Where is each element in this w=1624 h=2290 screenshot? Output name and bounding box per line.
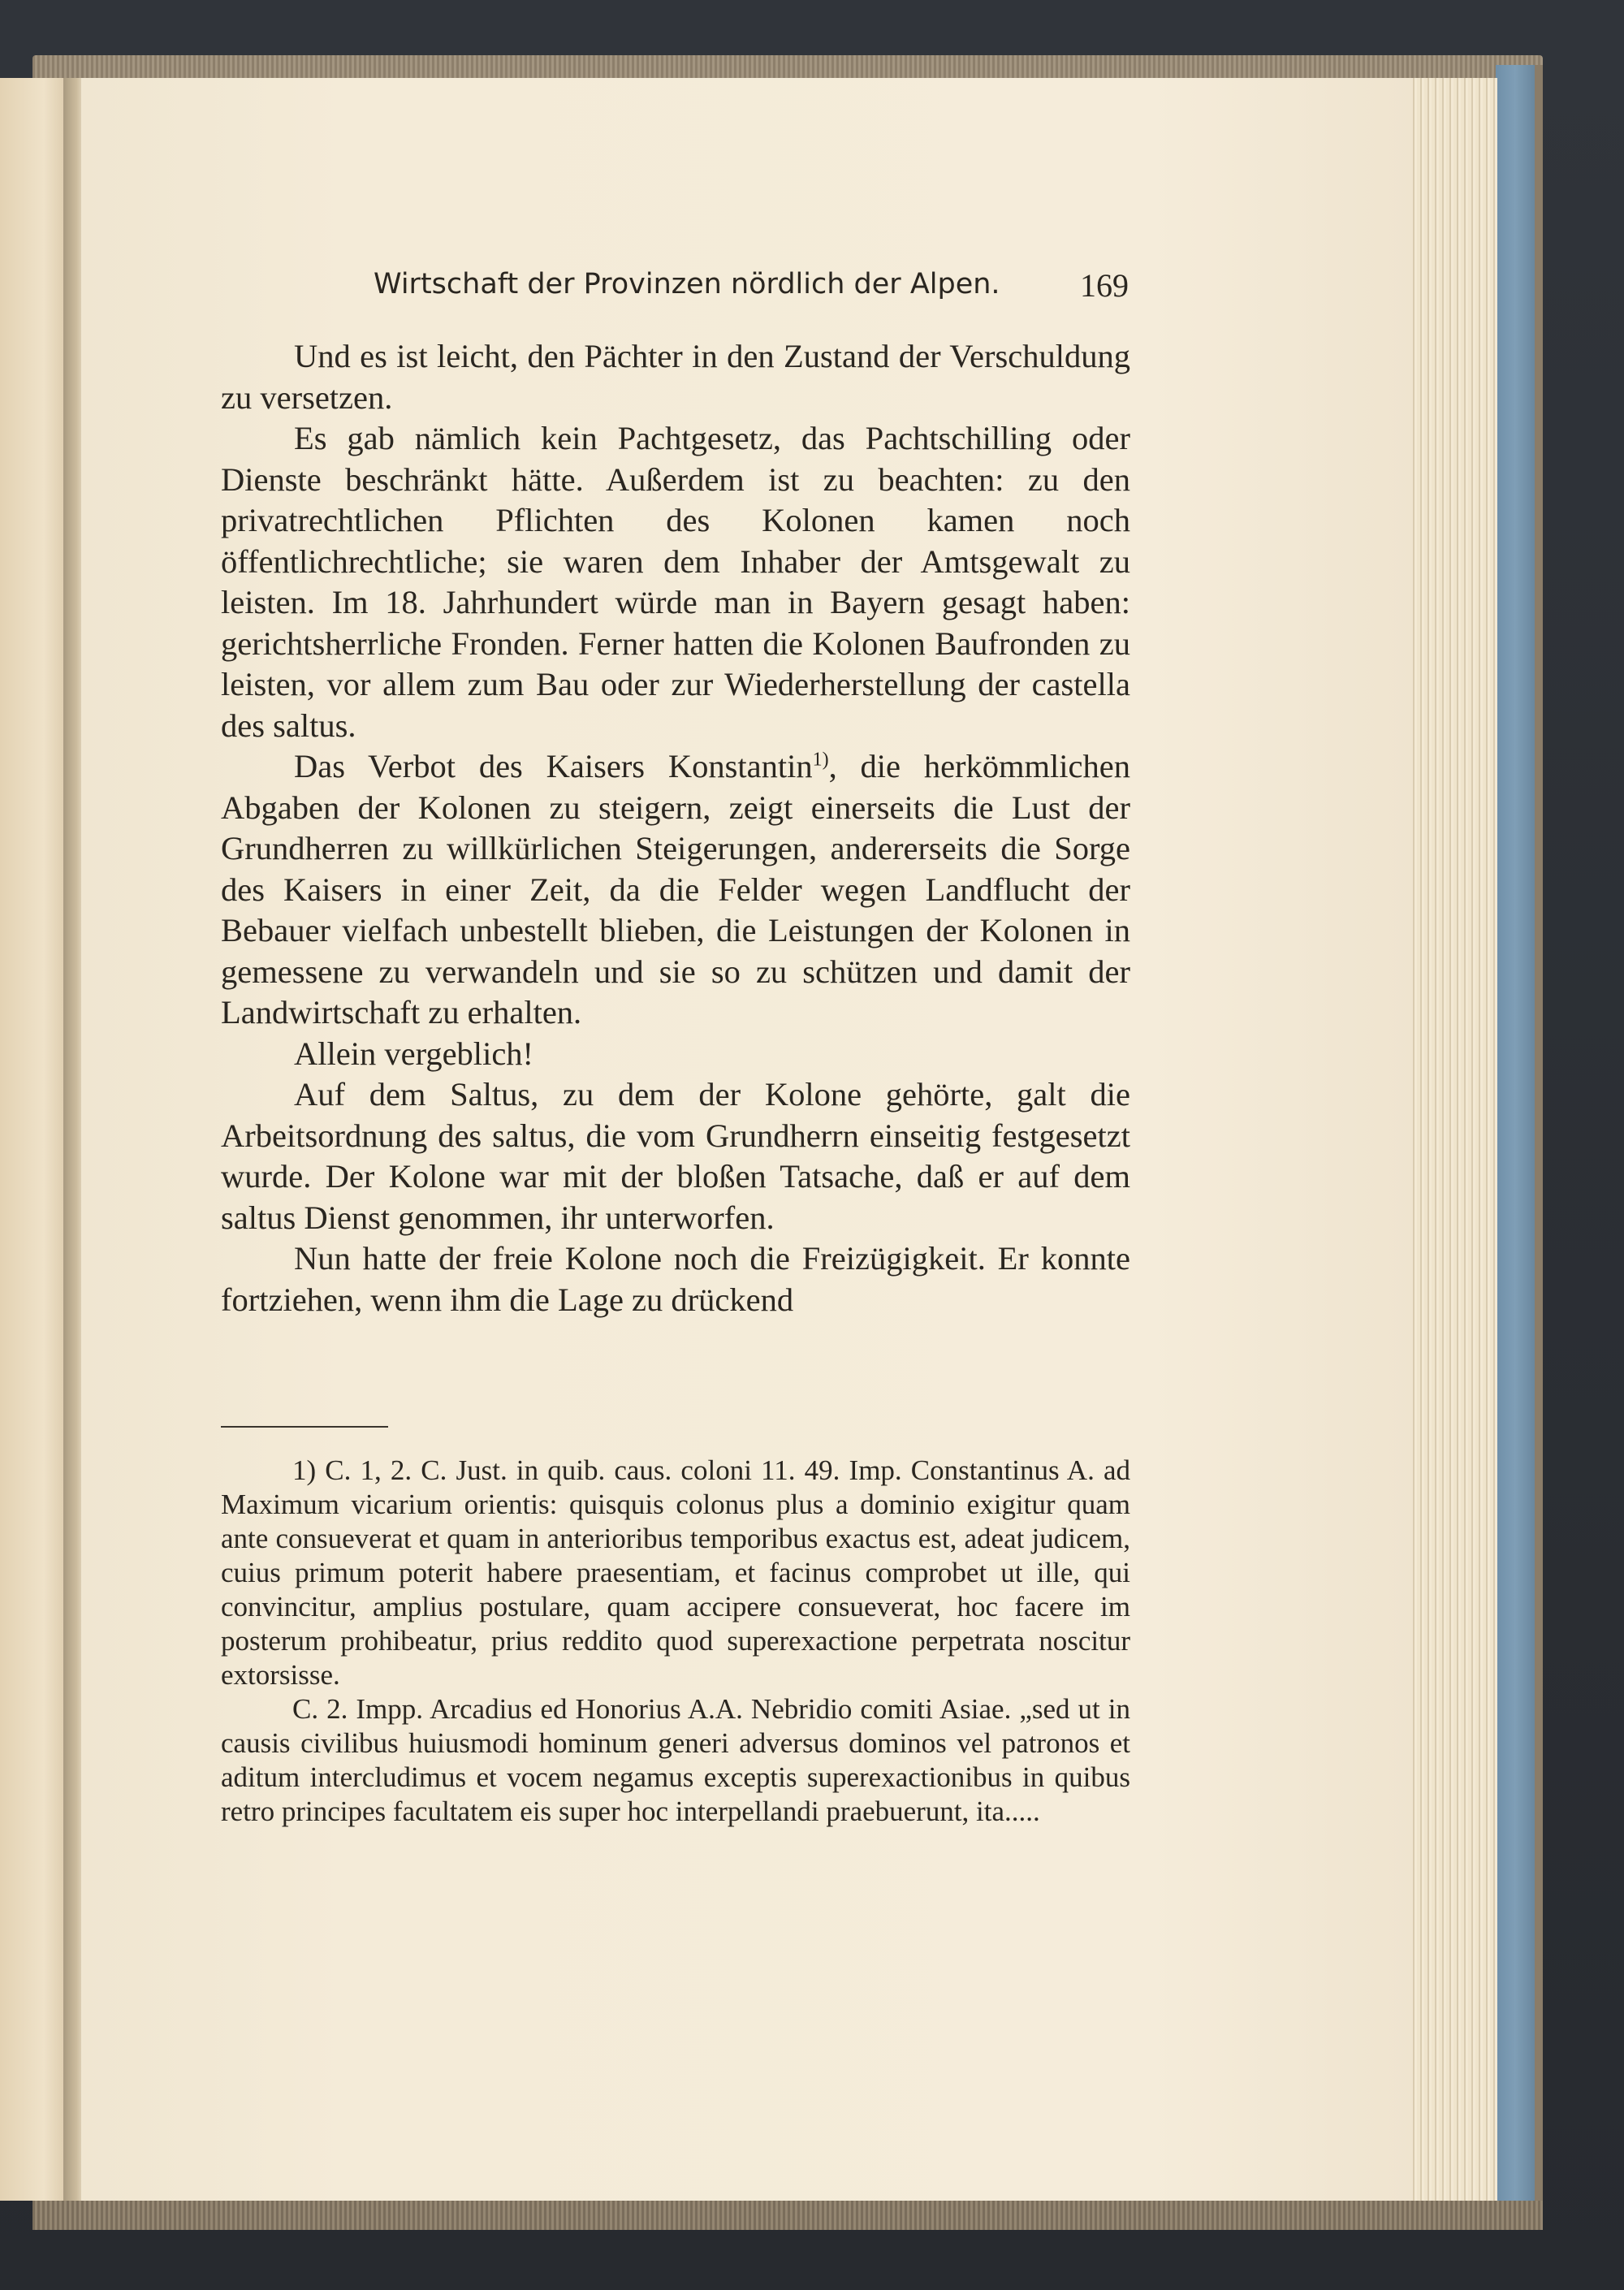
page-number: 169 (1080, 267, 1129, 304)
facing-page-strip (0, 78, 73, 2201)
book-cover-top-edge (32, 55, 1543, 80)
footnote: C. 2. Impp. Arcadius ed Honorius A.A. Nebridio comiti Asiae. „sed ut in causis civilibus huiusmodi hominum generi adversus dominos vel patronos et aditum intercludimus et vocem negamus exceptis superexactionibus in quibus retro principes facultatem eis super hoc interpellandi praebuerunt, ita..... (221, 1693, 1130, 1827)
paragraph-text: , die herkömmlichen Abgaben der Kolonen zu steigern, zeigt einerseits die Lust der Grundherren zu willkürlichen Steigerungen, andererseits die Sorge des Kaisers in einer Zeit, da die Felder wegen Landflucht der Bebauer vielfach unbestellt blieben, die Leistungen der Kolonen in gemessene zu verwandeln und sie so zu schützen und damit der Landwirtschaft zu erhalten. (221, 748, 1131, 1030)
footnote-separator (221, 1426, 388, 1428)
running-title: Wirtschaft der Provinzen nördlich der Alpen. (374, 268, 1000, 300)
footnote-reference: 1) (812, 749, 829, 771)
paragraph: Auf dem Saltus, zu dem der Kolone gehörte, galt die Arbeitsordnung des saltus, die vom Grundherrn einseitig festgesetzt wurde. Der Kolone war mit der bloßen Tatsache, daß er auf dem saltus Dienst genommen, ihr unterworfen. (221, 1076, 1130, 1236)
paragraph: Nun hatte der freie Kolone noch die Freizügigkeit. Er konnte fortziehen, wenn ihm die Lage zu drückend (221, 1240, 1130, 1318)
book-cover-bottom-edge (32, 2201, 1543, 2230)
paragraph-text: Das Verbot des Kaisers Konstantin (294, 748, 813, 784)
paragraph: Es gab nämlich kein Pachtgesetz, das Pachtschilling oder Dienste beschränkt hätte. Außerdem ist zu beachten: zu den privatrechtlichen Pflichten des Kolonen kamen noch öffentlichrechtliche; sie waren dem Inhaber der Amtsgewalt zu leisten. Im 18. Jahrhundert würde man in Bayern gesagt haben: gerichtsherrliche Fronden. Ferner hatten die Kolonen Baufronden zu leisten, vor allem zum Bau oder zur Wiederherstellung der castella des saltus. (221, 420, 1130, 744)
footnote: 1) C. 1, 2. C. Just. in quib. caus. coloni 11. 49. Imp. Constantinus A. ad Maximum vicarium orientis: quisquis colonus plus a dominio exigitur quam ante consueverat et quam in anterioribus temporibus exactus est, adeat judicem, cuius primum poterit habere praesentiam, et facinus comprobet ut ille, qui convincitur, amplius postulare, quam accipere consueverat, hoc facere im posterum prohibeatur, prius reddito quod superexactione perpetrata noscitur extorsisse. (221, 1454, 1130, 1691)
book-cover-spine-edge (1496, 65, 1543, 2225)
footnotes (221, 1454, 1130, 1829)
paragraph (221, 746, 1130, 1034)
paragraph: Allein vergeblich! (294, 1035, 534, 1072)
page-edges (1410, 78, 1497, 2201)
paragraph: Und es ist leicht, den Pächter in den Zustand der Verschuldung zu versetzen. (221, 338, 1130, 416)
running-header (374, 268, 1129, 310)
body-text (221, 336, 1130, 1320)
